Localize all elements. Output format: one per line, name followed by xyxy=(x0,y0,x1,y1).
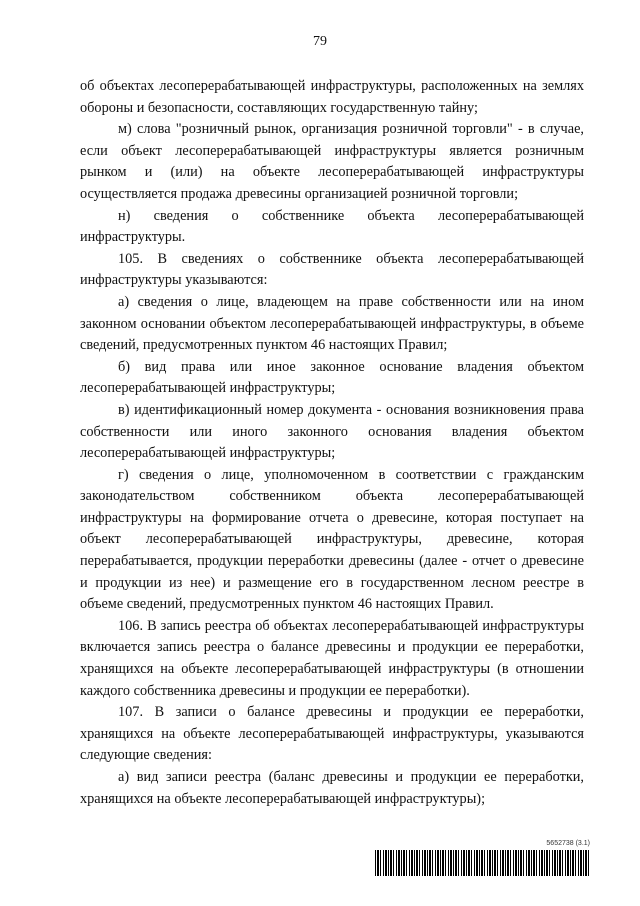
paragraph: б) вид права или иное законное основание владения объектом лесоперерабатывающей инфраструктуры; xyxy=(80,358,584,397)
paragraph: а) вид записи реестра (баланс древесины и продукции ее переработки, хранящихся на объекте лесоперерабатывающей инфраструктуры); xyxy=(80,769,584,807)
paragraph: г) сведения о лице, уполномоченном в соответствии с гражданским законодательством собственником объекта лесоперерабатывающей инфраструктуры на формирование отчета о древесине, которая поступает на объект лесоперерабатывающей инфраструктуры, древесине, которая перерабатывается, продукции переработки древесины (далее - отчет о древесине и продукции из нее) и размещение его в государственном лесном реестре в объеме сведений, предусмотренных пунктом 46 настоящих Правил. xyxy=(80,466,584,613)
paragraph: 106. В запись реестра об объектах лесоперерабатывающей инфраструктуры включается запись реестра о балансе древесины и продукции ее переработки, хранящихся на объекте лесоперерабатывающей инфраструктуры (в отношении каждого собственника древесины и продукции ее переработки). xyxy=(80,617,584,699)
paragraph: в) идентификационный номер документа - основания возникновения права собственности или иного законного основания владения объектом лесоперерабатывающей инфраструктуры; xyxy=(80,401,584,462)
paragraph: а) сведения о лице, владеющем на праве собственности или на ином законном основании объектом лесоперерабатывающей инфраструктуры, в объеме сведений, предусмотренных пунктом 46 настоящих Правил; xyxy=(80,293,584,354)
page-number: 79 xyxy=(313,34,327,49)
barcode xyxy=(375,850,590,876)
paragraph: 107. В записи о балансе древесины и продукции ее переработки, хранящихся на объекте лесоперерабатывающей инфраструктуры, указываются следующие сведения: xyxy=(80,704,584,764)
document-body xyxy=(80,76,584,810)
document-footer xyxy=(375,842,590,876)
paragraph: н) сведения о собственнике объекта лесоперерабатывающей инфраструктуры. xyxy=(80,207,584,246)
document-code: 5652738 (3.1) xyxy=(546,840,590,847)
paragraph: об объектах лесоперерабатывающей инфраструктуры, расположенных на землях обороны и безопасности, составляющих государственную тайну; xyxy=(80,78,584,116)
paragraph: м) слова "розничный рынок, организация розничной торговли" - в случае, если объект лесоперерабатывающей инфраструктуры является розничным рынком и (или) на объекте лесоперерабатывающей инфраструктуры осуществляется продажа древесины организацией розничной торговли; xyxy=(80,121,584,202)
paragraph: 105. В сведениях о собственнике объекта лесоперерабатывающей инфраструктуры указываются: xyxy=(80,250,584,289)
